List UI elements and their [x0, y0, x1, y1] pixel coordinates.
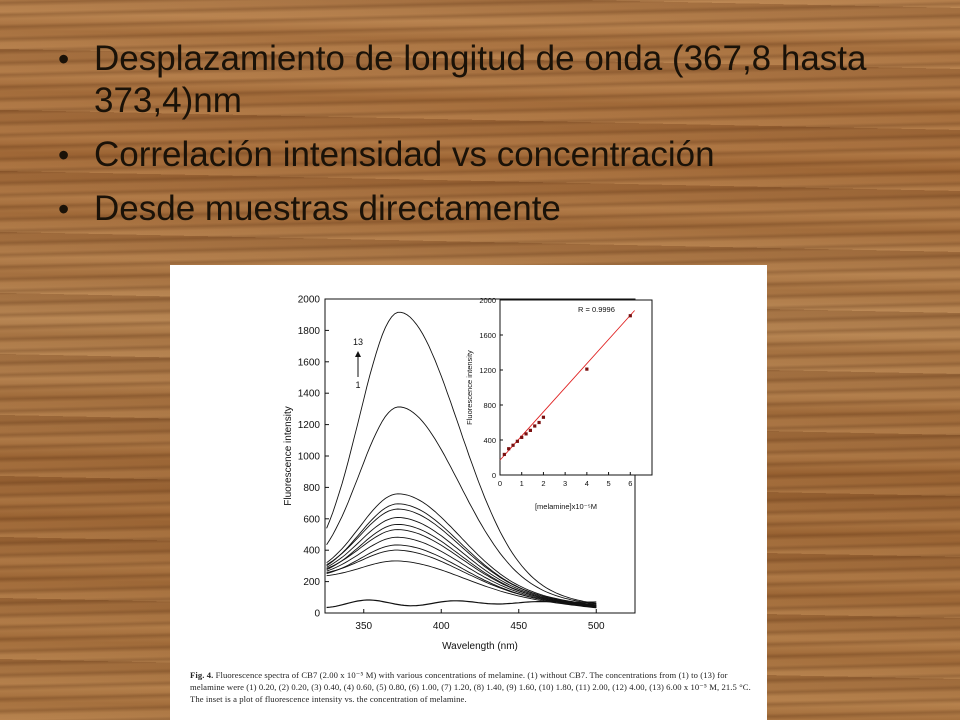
y-tick-label: 1200	[297, 420, 320, 432]
inset-y-tick-label: 800	[483, 401, 496, 410]
bullet-item	[58, 38, 918, 122]
inset-x-tick-label: 6	[628, 479, 633, 488]
y-tick-label: 1600	[297, 357, 320, 369]
inset-correlation-label: R = 0.9996	[578, 305, 615, 314]
arrow-label-top: 13	[352, 337, 364, 347]
bullet-text: Correlación intensidad vs concentración	[94, 135, 715, 174]
caption-figure-number: Fig. 4.	[190, 670, 214, 680]
inset-x-tick-label: 5	[606, 479, 611, 488]
x-tick-label: 400	[432, 621, 450, 632]
y-tick-label: 1800	[297, 325, 320, 337]
inset-plot-frame	[500, 300, 652, 475]
inset-y-tick-label: 0	[491, 471, 496, 480]
inset-data-point	[503, 453, 506, 456]
inset-x-tick-label: 3	[563, 479, 568, 488]
bullet-item	[58, 188, 918, 230]
y-tick-label: 600	[303, 514, 320, 526]
inset-data-point	[542, 416, 545, 419]
bullet-text: Desplazamiento de longitud de onda (367,8 hasta 373,4)nm	[94, 39, 867, 120]
bullet-item	[58, 134, 918, 176]
y-tick-label: 800	[303, 482, 320, 494]
bullet-marker: •	[58, 137, 70, 173]
x-tick-label: 500	[587, 621, 605, 632]
y-tick-label: 400	[303, 545, 320, 557]
y-axis-label: Fluorescence intensity	[283, 406, 294, 506]
y-tick-label: 1000	[297, 451, 320, 463]
y-tick-label: 1400	[297, 388, 320, 400]
inset-x-axis-label: [melamine]x10⁻⁵M	[534, 502, 598, 511]
spectrum-line	[327, 545, 597, 607]
inset-x-tick-label: 2	[541, 479, 546, 488]
figure-caption	[190, 669, 755, 705]
spectrum-line	[327, 509, 597, 606]
bullet-list	[58, 38, 918, 242]
bullet-marker: •	[58, 41, 70, 77]
inset-y-tick-label: 2000	[479, 296, 496, 305]
y-tick-label: 0	[314, 608, 320, 620]
caption-text: Fluorescence spectra of CB7 (2.00 x 10⁻⁵ M) with various concentrations of melamine. (1) without CB7. The concentrations from (1) to (13) for melamine were (1) 0.20, (2) 0.20, (3) 0.40, (4) 0.60, (5) 0.80, (6) 1.00, (7) 1.20, (8) 1.40, (9) 1.60, (10) 1.80, (11) 2.00, (12) 4.00, (13) 6.00 x 10⁻⁵ M, 21.5 °C. The inset is a plot of fluorescence intensity vs. the concentration of melamine.	[190, 670, 751, 704]
inset-x-tick-label: 0	[497, 479, 503, 488]
inset-x-tick-label: 4	[584, 479, 589, 488]
y-tick-label: 200	[303, 577, 320, 589]
inset-y-axis-label: Fluorescence intensity	[465, 350, 474, 425]
x-axis-label: Wavelength (nm)	[442, 641, 518, 652]
spectrum-line	[327, 537, 597, 607]
inset-y-tick-label: 1200	[479, 366, 496, 375]
fluorescence-figure	[170, 265, 767, 665]
inset-data-point	[537, 421, 540, 424]
x-tick-label: 450	[510, 621, 528, 632]
arrow-head-icon	[355, 351, 361, 357]
inset-data-point	[520, 436, 523, 439]
inset-data-point	[511, 444, 514, 447]
inset-x-tick-label: 1	[519, 479, 524, 488]
inset-y-tick-label: 1600	[479, 331, 496, 340]
bullet-text: Desde muestras directamente	[94, 189, 561, 228]
inset-data-point	[529, 429, 532, 432]
inset-data-point	[524, 432, 527, 435]
bullet-marker: •	[58, 191, 70, 227]
figure-image	[170, 265, 767, 720]
inset-data-point	[533, 424, 536, 427]
inset-data-point	[629, 314, 632, 317]
inset-data-point	[585, 368, 588, 371]
inset-data-point	[516, 440, 519, 443]
spectrum-line	[327, 524, 597, 606]
inset-data-point	[507, 447, 510, 450]
inset-y-tick-label: 400	[483, 436, 496, 445]
y-tick-label: 2000	[297, 294, 320, 306]
arrow-label-bottom: 1	[355, 380, 361, 390]
inset-calibration-chart	[465, 296, 652, 511]
x-tick-label: 350	[355, 621, 373, 632]
